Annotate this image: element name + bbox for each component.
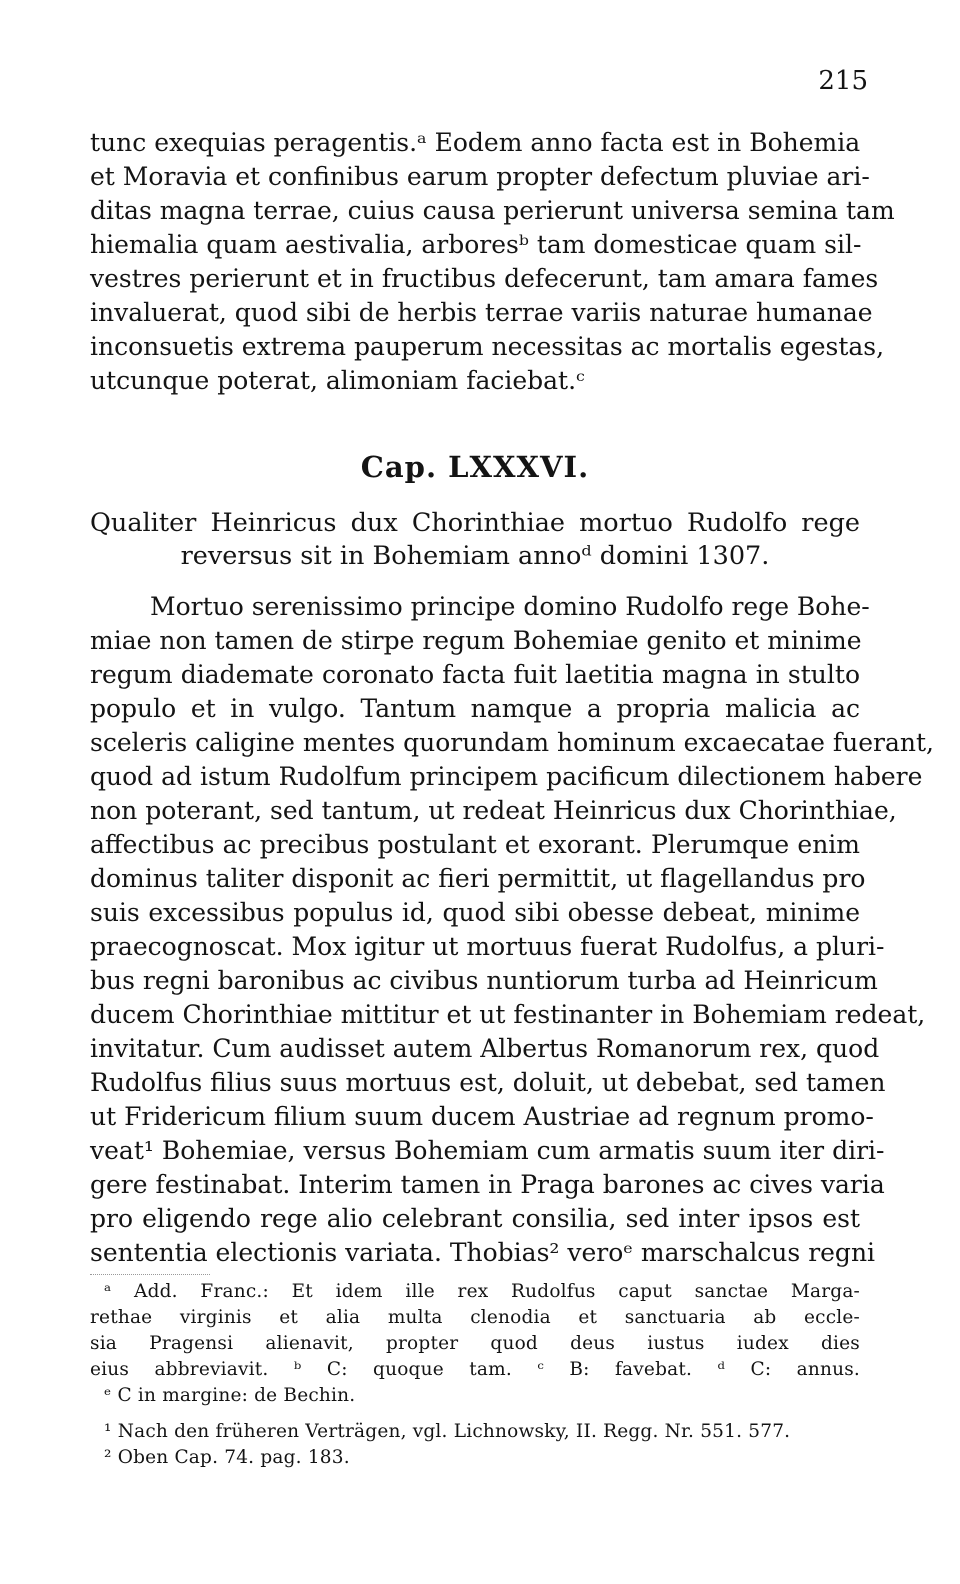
text-line: populo et in vulgo. Tantum namque a propria malicia ac: [90, 694, 860, 723]
chapter-title-line: Qualiter Heinricus dux Chorinthiae mortuo Rudolfo rege: [90, 508, 860, 538]
text-line: hiemalia quam aestivalia, arboresᵇ tam domesticae quam sil-: [90, 230, 862, 259]
page-number: 215: [818, 66, 868, 96]
text-line: ut Fridericum filium suum ducem Austriae ad regnum promo-: [90, 1102, 874, 1131]
text-line: utcunque poterat, alimoniam faciebat.ᶜ: [90, 366, 585, 395]
text-line: vestres perierunt et in fructibus defecerunt, tam amara fames: [90, 264, 879, 293]
text-line: miae non tamen de stirpe regum Bohemiae genito et minime: [90, 626, 862, 655]
text-line: sceleris caligine mentes quorundam hominum excaecatae fuerant,: [90, 728, 934, 757]
text-line: ditas magna terrae, cuius causa perierunt universa semina tam: [90, 196, 895, 225]
text-line: invaluerat, quod sibi de herbis terrae variis naturae humanae: [90, 298, 873, 327]
text-line: Mortuo serenissimo principe domino Rudolfo rege Bohe-: [150, 592, 870, 621]
chapter-title-line: reversus sit in Bohemiam annoᵈ domini 1307.: [180, 541, 770, 571]
text-line: praecognoscat. Mox igitur ut mortuus fuerat Rudolfus, a pluri-: [90, 932, 885, 961]
chapter-heading: Cap. LXXXVI.: [360, 450, 590, 484]
text-line: sententia electionis variata. Thobias² veroᵉ marschalcus regni: [90, 1238, 876, 1267]
text-line: bus regni baronibus ac civibus nuntiorum turba ad Heinricum: [90, 966, 878, 995]
text-line: inconsuetis extrema pauperum necessitas ac mortalis egestas,: [90, 332, 885, 361]
text-line: affectibus ac precibus postulant et exorant. Plerumque enim: [90, 830, 860, 859]
text-line: gere festinabat. Interim tamen in Praga barones ac cives varia: [90, 1170, 885, 1199]
text-line: dominus taliter disponit ac fieri permittit, ut flagellandus pro: [90, 864, 866, 893]
footnote-line: eius abbreviavit. ᵇ C: quoque tam. ᶜ B: favebat. ᵈ C: annus.: [90, 1359, 860, 1380]
text-line: quod ad istum Rudolfum principem pacificum dilectionem habere: [90, 762, 923, 791]
footnote-line: ᵉ C in margine: de Bechin.: [104, 1385, 356, 1406]
text-line: veat¹ Bohemiae, versus Bohemiam cum armatis suum iter diri-: [90, 1136, 885, 1165]
text-line: ducem Chorinthiae mittitur et ut festinanter in Bohemiam redeat,: [90, 1000, 926, 1029]
text-line: suis excessibus populus id, quod sibi obesse debeat, minime: [90, 898, 860, 927]
footnote-divider: [90, 1274, 210, 1275]
footnote-line: sia Pragensi alienavit, propter quod deus iustus iudex dies: [90, 1333, 860, 1354]
text-line: non poterant, sed tantum, ut redeat Heinricus dux Chorinthiae,: [90, 796, 897, 825]
footnote-line: rethae virginis et alia multa clenodia et sanctuaria ab eccle-: [90, 1307, 860, 1328]
text-line: pro eligendo rege alio celebrant consilia, sed inter ipsos est: [90, 1204, 860, 1233]
text-line: tunc exequias peragentis.ᵃ Eodem anno facta est in Bohemia: [90, 128, 861, 157]
text-line: et Moravia et confinibus earum propter defectum pluviae ari-: [90, 162, 870, 191]
footnote-line: ² Oben Cap. 74. pag. 183.: [104, 1447, 350, 1468]
text-line: invitatur. Cum audisset autem Albertus Romanorum rex, quod: [90, 1034, 880, 1063]
footnote-line: ᵃ Add. Franc.: Et idem ille rex Rudolfus caput sanctae Marga-: [104, 1281, 860, 1302]
text-line: regum diademate coronato facta fuit laetitia magna in stulto: [90, 660, 860, 689]
footnote-line: ¹ Nach den früheren Verträgen, vgl. Lichnowsky, II. Regg. Nr. 551. 577.: [104, 1421, 791, 1442]
text-line: Rudolfus filius suus mortuus est, doluit, ut debebat, sed tamen: [90, 1068, 886, 1097]
